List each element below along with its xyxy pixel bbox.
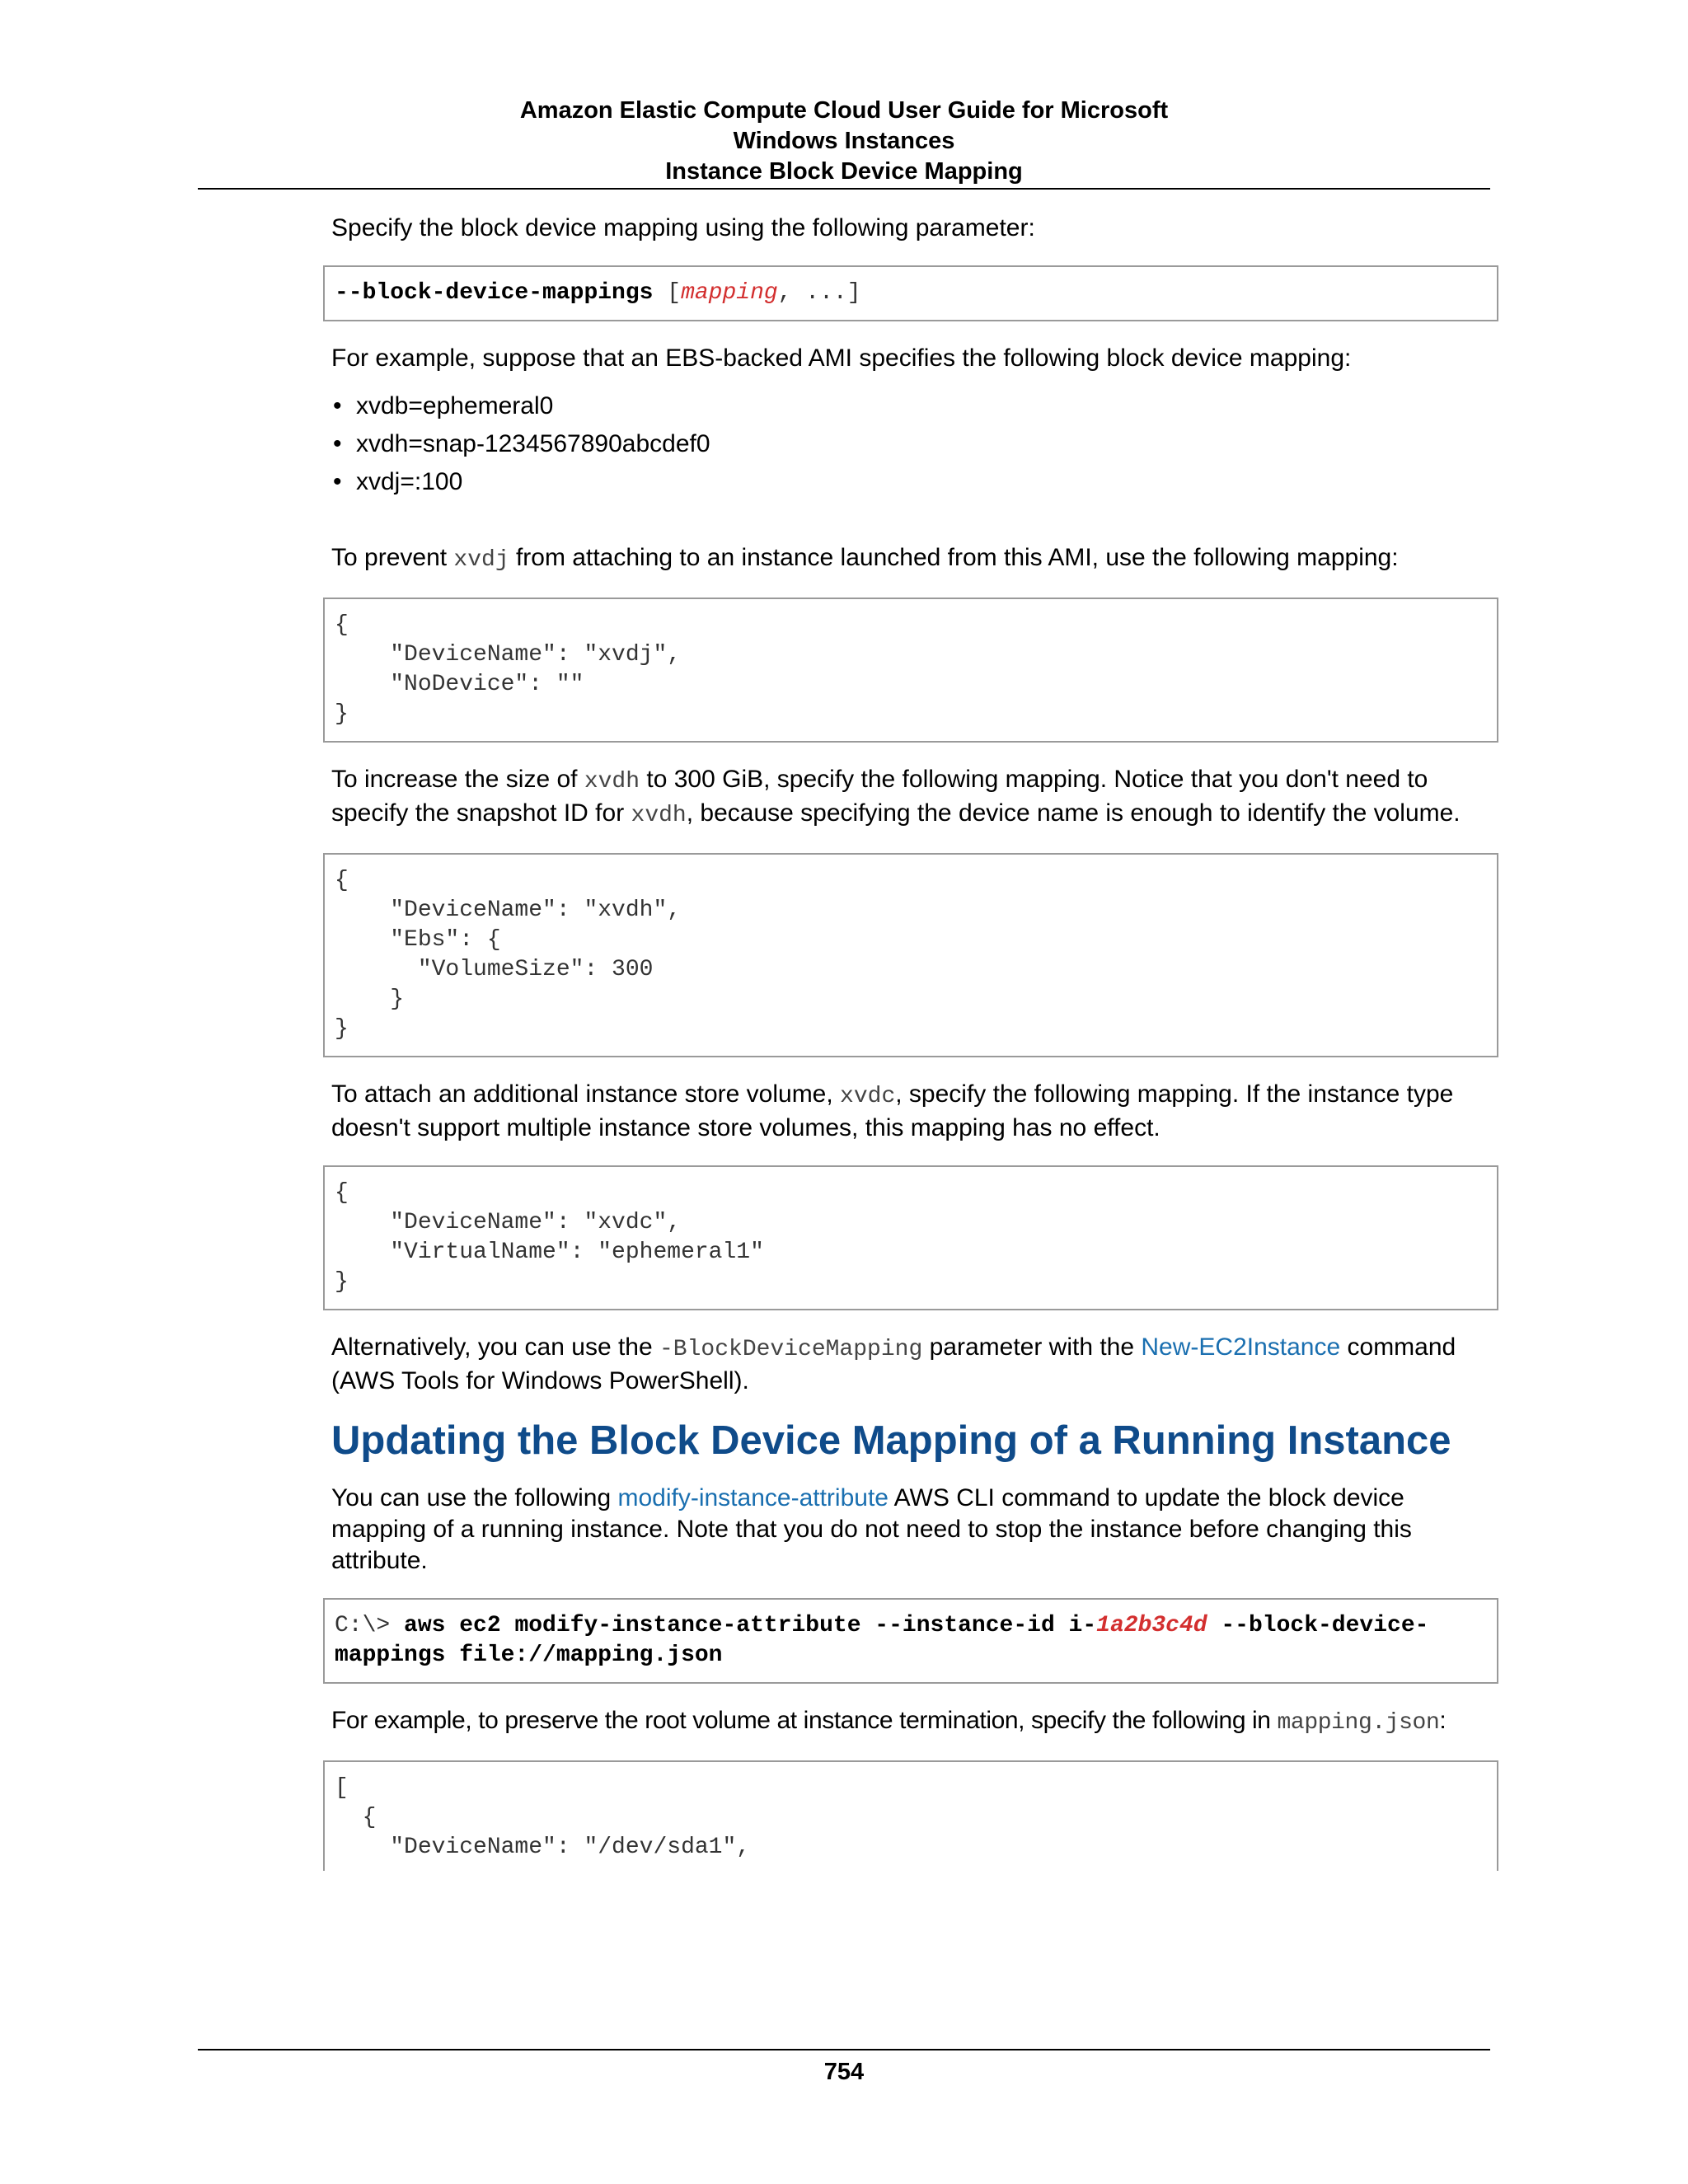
example-intro-paragraph: For example, suppose that an EBS-backed AMI specifies the following block device mapping: — [331, 344, 1352, 372]
preserve-text-2: : — [1439, 1707, 1447, 1734]
increase-text-3: , because specifying the device name is enough to identify the volume. — [686, 799, 1461, 827]
attach-code: xvdc — [840, 1084, 896, 1109]
intro-paragraph: Specify the block device mapping using the following parameter: — [331, 214, 1035, 241]
virtualname-code-block: { "DeviceName": "xvdc", "VirtualName": "ephemeral1" } — [323, 1165, 1498, 1310]
list-item — [331, 387, 1502, 425]
modify-instance-attribute-link[interactable]: modify-instance-attribute — [617, 1484, 889, 1511]
cli-prompt: C:\> — [335, 1613, 405, 1638]
preserve-text-1: For example, to preserve the root volume at instance termination, specify the following in — [331, 1707, 1278, 1734]
section-heading: Updating the Block Device Mapping of a Running Instance — [331, 1418, 1451, 1463]
update-paragraph — [331, 1483, 1502, 1577]
alt-text-3: command (AWS Tools for Windows PowerShell). — [331, 1333, 1456, 1394]
attach-paragraph — [331, 1079, 1502, 1144]
cli-command-part-3: mappings file://mapping.json — [335, 1643, 723, 1668]
header-line-1: Amazon Elastic Compute Cloud User Guide for Microsoft — [519, 97, 1169, 124]
increase-text-2: to 300 GiB, specify the following mapping. Notice that you don't need to specify the snapshot ID for — [331, 766, 1428, 827]
ebs-code-block: { "DeviceName": "xvdh", "Ebs": { "VolumeSize": 300 } } — [323, 853, 1498, 1057]
nodevice-code-block: { "DeviceName": "xvdj", "NoDevice": "" } — [323, 598, 1498, 743]
parameter-code-block — [323, 265, 1498, 321]
prevent-text-1: To prevent — [331, 544, 454, 571]
page-number: 754 — [823, 2059, 865, 2085]
preserve-code: mapping.json — [1277, 1710, 1440, 1736]
bullet-icon: • — [333, 430, 342, 457]
attach-text-2: , specify the following mapping. If the instance type doesn't support multiple instance store volumes, this mapping has no effect. — [331, 1080, 1454, 1141]
alt-text-1: Alternatively, you can use the — [331, 1333, 659, 1361]
cli-command-part-2: --block-device- — [1207, 1613, 1429, 1638]
list-item-text: xvdh=snap-1234567890abcdef0 — [356, 430, 710, 457]
header-rule — [198, 188, 1490, 190]
alternative-paragraph — [331, 1332, 1502, 1397]
root-volume-code-block: [ { "DeviceName": "/dev/sda1", — [323, 1760, 1498, 1871]
increase-code-2: xvdh — [631, 803, 687, 828]
list-item-text: xvdj=:100 — [356, 468, 463, 495]
page-content — [331, 213, 1502, 1871]
increase-code-1: xvdh — [584, 769, 640, 794]
alt-text-2: parameter with the — [922, 1333, 1142, 1361]
running-header — [198, 96, 1490, 187]
list-item — [331, 425, 1502, 463]
header-line-3: Instance Block Device Mapping — [665, 158, 1023, 185]
update-text-1: You can use the following — [331, 1484, 618, 1511]
bullet-icon: • — [333, 392, 342, 419]
increase-text-1: To increase the size of — [331, 766, 584, 793]
prevent-code: xvdj — [453, 547, 509, 573]
preserve-paragraph — [331, 1705, 1502, 1739]
list-item — [331, 463, 1502, 501]
cli-command-part-1: aws ec2 modify-instance-attribute --instance-id i- — [404, 1613, 1097, 1638]
update-text-2: AWS CLI command to update the block device mapping of a running instance. Note that you do not need to stop the instance before changing this attribute. — [331, 1484, 1412, 1574]
cli-command-code-block — [323, 1598, 1498, 1684]
header-line-2: Windows Instances — [733, 128, 955, 154]
alt-code: -BlockDeviceMapping — [659, 1337, 923, 1362]
param-rest: , ...] — [777, 280, 861, 306]
new-ec2instance-link[interactable]: New-EC2Instance — [1141, 1333, 1341, 1361]
increase-paragraph — [331, 764, 1502, 832]
param-open: [ — [653, 280, 682, 306]
prevent-paragraph — [331, 542, 1502, 576]
list-item-text: xvdb=ephemeral0 — [356, 392, 554, 419]
mapping-bullet-list — [331, 387, 1502, 501]
param-flag: --block-device-mappings — [335, 280, 654, 306]
prevent-text-2: from attaching to an instance launched from this AMI, use the following mapping: — [509, 544, 1399, 571]
attach-text-1: To attach an additional instance store volume, — [331, 1080, 841, 1108]
footer-rule — [198, 2049, 1490, 2050]
bullet-icon: • — [333, 468, 342, 495]
param-arg: mapping — [681, 280, 778, 306]
cli-instance-id: 1a2b3c4d — [1096, 1613, 1207, 1638]
